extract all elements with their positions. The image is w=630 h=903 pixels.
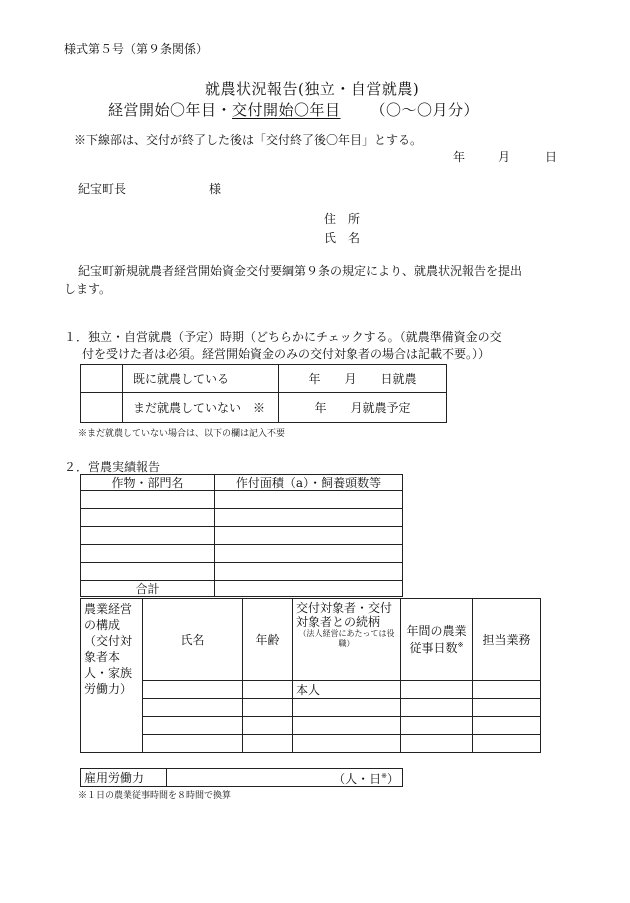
- name-label: 氏 名: [324, 231, 361, 245]
- area-cell[interactable]: [215, 527, 403, 545]
- addressee-name: 紀宝町長: [78, 182, 127, 196]
- crop-cell[interactable]: [81, 509, 215, 527]
- member-days-cell[interactable]: [401, 699, 473, 717]
- section1-heading-2: 付を受けた者は必須。経営開始資金のみの交付対象者の場合は記載不要。））: [82, 347, 491, 361]
- member-relation-cell: 本人: [293, 681, 401, 699]
- subtitle-grant-year: 交付開始〇年目: [232, 101, 341, 119]
- name-column-header: 氏名: [143, 599, 243, 681]
- subtitle-period: （〇～〇月分）: [370, 101, 480, 119]
- days-header-mark: ※: [457, 641, 464, 649]
- area-cell[interactable]: [215, 545, 403, 563]
- underline-note: ※下線部は、交付が終了した後は「交付終了後〇年目」とする。: [74, 133, 423, 147]
- not-yet-farming-date[interactable]: 年 月就農予定: [279, 393, 447, 423]
- days-header-text: 年間の農業従事日数: [406, 624, 467, 655]
- labor-composition-label: 農業経営の構成（交付対象者本人・家族労働力）: [81, 599, 143, 753]
- crop-cell[interactable]: [81, 527, 215, 545]
- member-name-cell[interactable]: [143, 699, 243, 717]
- relation-header-text: 交付対象者・交付対象者との続柄: [296, 601, 393, 629]
- page-title: 就農状況報告(独立・自営就農): [205, 80, 420, 98]
- member-relation-cell[interactable]: [293, 717, 401, 735]
- member-relation-cell[interactable]: [293, 735, 401, 753]
- already-farming-date[interactable]: 年 月 日就農: [279, 365, 447, 393]
- area-cell[interactable]: [215, 491, 403, 509]
- date-day[interactable]: 日: [545, 150, 558, 164]
- area-column-header: 作付面積（a）・飼養頭数等: [215, 475, 403, 491]
- crop-cell[interactable]: [81, 545, 215, 563]
- addressee-honorific: 様: [209, 182, 222, 196]
- crop-cell[interactable]: [81, 491, 215, 509]
- member-relation-cell[interactable]: [293, 699, 401, 717]
- area-cell[interactable]: [215, 509, 403, 527]
- member-name-cell[interactable]: [143, 717, 243, 735]
- member-duty-cell[interactable]: [473, 735, 541, 753]
- already-farming-checkbox[interactable]: [81, 365, 123, 393]
- crop-cell[interactable]: [81, 563, 215, 581]
- hired-labor-value[interactable]: [167, 769, 403, 787]
- start-timing-table: [80, 364, 447, 423]
- section1-footnote: ※まだ就農していない場合は、以下の欄は記入不要: [78, 429, 286, 439]
- member-age-cell[interactable]: [243, 681, 293, 699]
- section2-footnote: ※１日の農業従事時間を８時間で換算: [78, 791, 232, 801]
- member-days-cell[interactable]: [401, 717, 473, 735]
- member-duty-cell[interactable]: [473, 699, 541, 717]
- total-value[interactable]: [215, 581, 403, 597]
- total-label: 合計: [81, 581, 215, 597]
- duty-column-header: 担当業務: [473, 599, 541, 681]
- relation-header-note: （法人経営にあたっては役職）: [298, 629, 395, 648]
- member-days-cell[interactable]: [401, 681, 473, 699]
- area-cell[interactable]: [215, 563, 403, 581]
- not-yet-farming-label: まだ就農していない ※: [123, 393, 279, 423]
- member-days-cell[interactable]: [401, 735, 473, 753]
- address-label: 住 所: [324, 212, 361, 226]
- hired-labor-unit: （人・日: [333, 772, 382, 786]
- member-age-cell[interactable]: [243, 735, 293, 753]
- crop-column-header: 作物・部門名: [81, 475, 215, 491]
- hired-labor-label: 雇用労働力: [81, 769, 167, 787]
- hired-labor-table: [80, 768, 403, 787]
- not-yet-farming-checkbox[interactable]: [81, 393, 123, 423]
- hired-labor-unit-close: ）: [386, 772, 399, 786]
- date-month[interactable]: 月: [498, 150, 511, 164]
- page-subtitle: [108, 99, 479, 120]
- days-column-header: [401, 599, 473, 681]
- member-age-cell[interactable]: [243, 717, 293, 735]
- hired-labor-unit-mark: ※: [381, 772, 387, 780]
- relation-column-header: [293, 599, 401, 681]
- date-year[interactable]: 年: [453, 150, 466, 164]
- member-name-cell[interactable]: [143, 735, 243, 753]
- intro-text-2: します。: [64, 282, 112, 296]
- member-name-cell[interactable]: [143, 681, 243, 699]
- member-duty-cell[interactable]: [473, 717, 541, 735]
- form-number: 様式第５号（第９条関係）: [64, 42, 209, 56]
- subtitle-start-year: 経営開始〇年目・: [108, 101, 233, 119]
- section2-heading: ２．営農実績報告: [64, 460, 161, 474]
- age-column-header: 年齢: [243, 599, 293, 681]
- section1-heading-1: １．独立・自営就農（予定）時期（どちらかにチェックする。（就農準備資金の交: [64, 330, 502, 344]
- crop-table: [80, 474, 403, 597]
- intro-text-1: 紀宝町新規就農者経営開始資金交付要綱第９条の規定により、就農状況報告を提出: [78, 264, 523, 278]
- labor-table: [80, 598, 541, 753]
- member-duty-cell[interactable]: [473, 681, 541, 699]
- already-farming-label: 既に就農している: [123, 365, 279, 393]
- member-age-cell[interactable]: [243, 699, 293, 717]
